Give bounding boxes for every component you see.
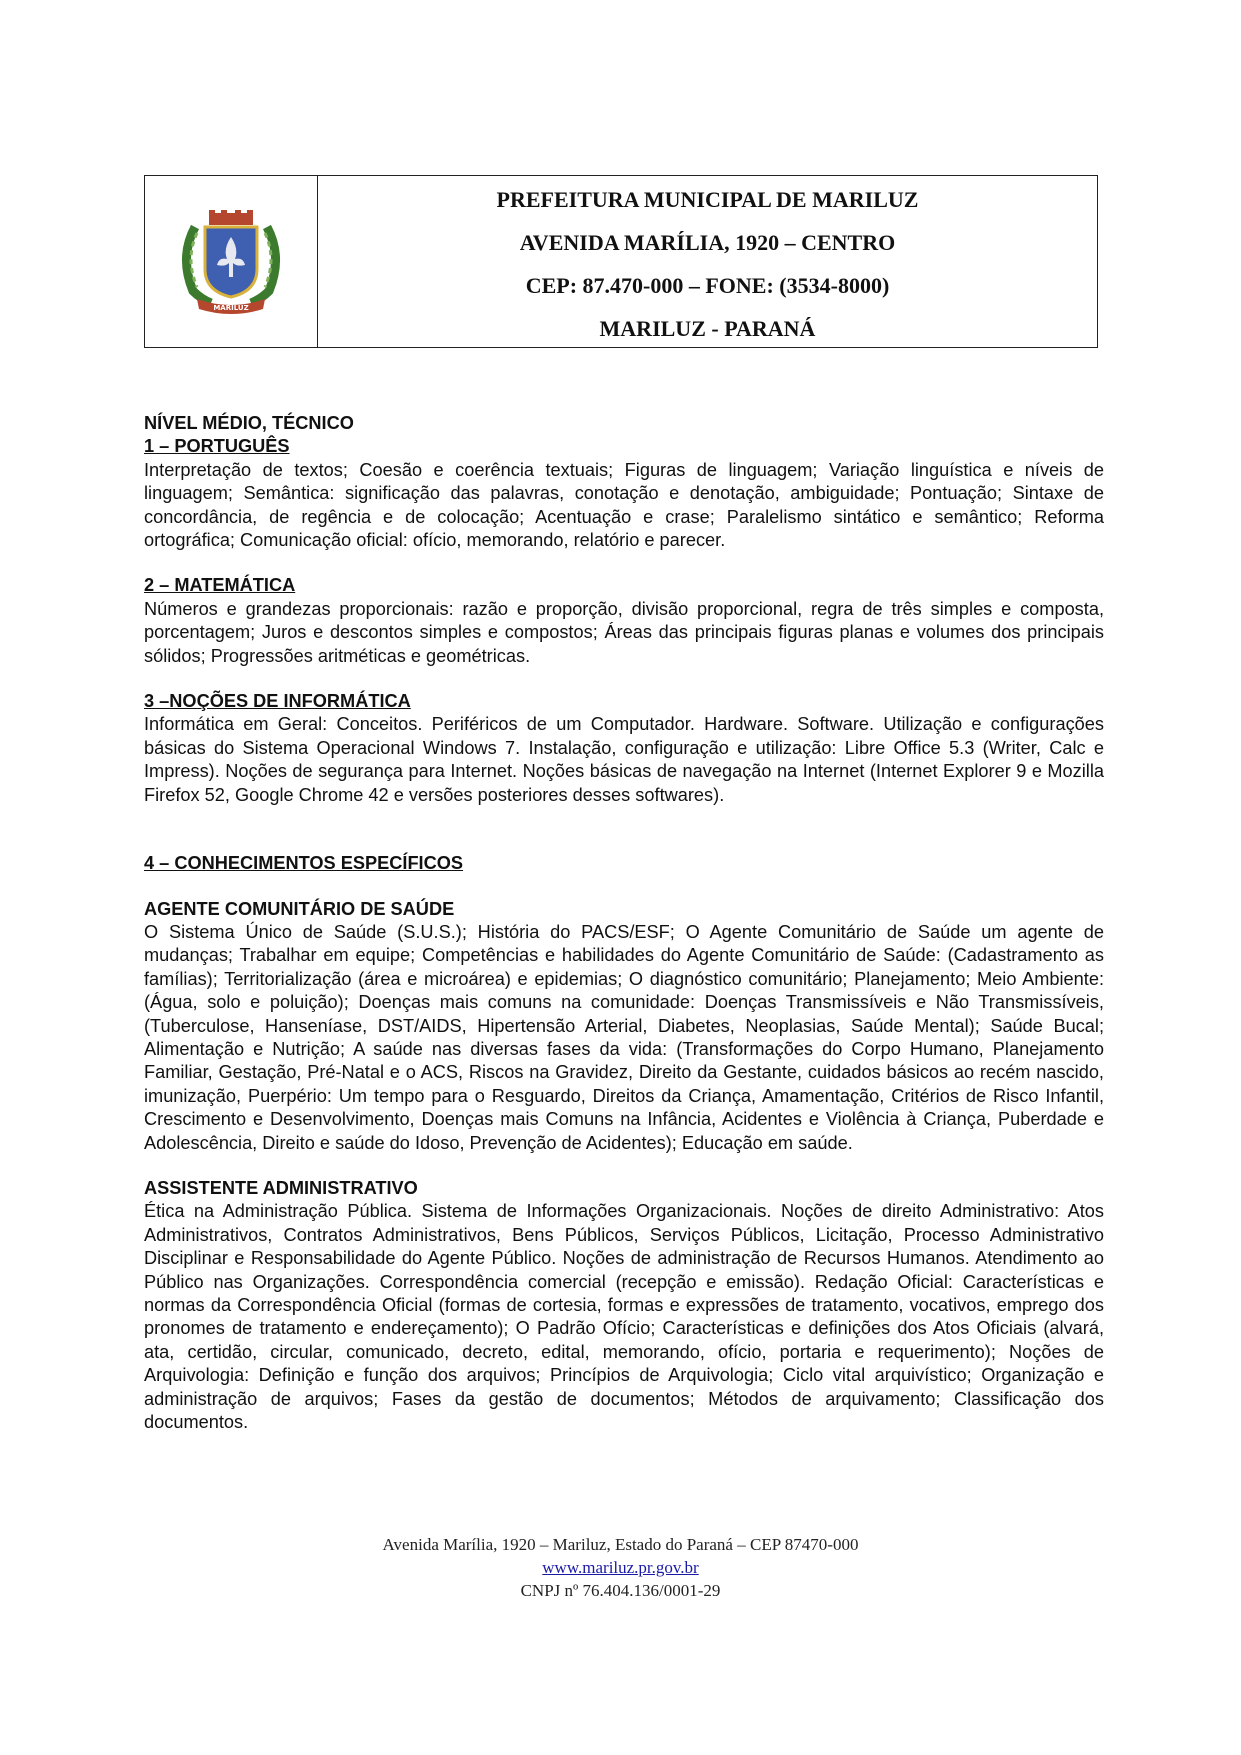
footer-address: Avenida Marília, 1920 – Mariluz, Estado do Paraná – CEP 87470-000 [382,1535,859,1554]
section-informatica [144,690,1104,807]
section-portugues [144,435,1104,552]
section-text: Ética na Administração Pública. Sistema de Informações Organizacionais. Noções de direito Administrativo: Atos Administrativos, Contratos Administrativos, Bens Públicos, Serviços Públicos, Licitação, Processo Administrativo Disciplinar e Responsabilidade do Agente Público. Noções de administração de Recursos Humanos. Atendimento ao Público nas Organizações. Correspondência comercial (recepção e emissão). Redação Oficial: Características e normas da Correspondência Oficial (formas de cortesia, formas e expressões de tratamento, vocativos, emprego dos pronomes de tratamento e endereçamento); O Padrão Ofício; Características e definições dos Atos Oficiais (alvará, ata, certidão, circular, comunicado, decreto, edital, memorando, ofício, portaria e requerimento); Noções de Arquivologia: Definição e função dos arquivos; Princípios de Arquivologia; Ciclo vital arquivístico; Organização e administração de arquivos; Fases da gestão de documentos; Métodos de arquivamento; Classificação dos documentos. [144,1201,1104,1433]
section-text: Informática em Geral: Conceitos. Periféricos de um Computador. Hardware. Software. Utilização e configurações básicas do Sistema Operacional Windows 7. Instalação, configuração e utilização: Libre Office 5.3 (Writer, Calc e Impress). Noções de segurança para Internet. Noções básicas de navegação na Internet (Internet Explorer 9 e Mozilla Firefox 52, Google Chrome 42 e versões posteriores desses softwares). [144,714,1104,805]
section-text: Números e grandezas proporcionais: razão e proporção, divisão proporcional, regra de três simples e composta, porcentagem; Juros e descontos simples e compostos; Áreas das principais figuras planas e volumes dos principais sólidos; Progressões aritméticas e geométricas. [144,598,1104,666]
subsection-title: ASSISTENTE ADMINISTRATIVO [144,1177,418,1198]
letterhead [144,175,1098,348]
footer-website-link[interactable]: www.mariluz.pr.gov.br [542,1558,699,1577]
logo-ribbon-text: MARILUZ [213,303,249,312]
letterhead-title [318,176,1097,347]
subsection-title: AGENTE COMUNITÁRIO DE SAÚDE [144,898,455,919]
section-especificos [144,852,1104,875]
section-title: 2 – MATEMÁTICA [144,575,296,596]
section-matematica [144,574,1104,668]
header-line-2: AVENIDA MARÍLIA, 1920 – CENTRO [519,229,896,255]
section-title: 4 – CONHECIMENTOS ESPECÍFICOS [144,853,464,874]
section-title: 1 – PORTUGUÊS [144,436,290,457]
page-footer [0,1533,1241,1602]
section-text: O Sistema Único de Saúde (S.U.S.); História do PACS/ESF; O Agente Comunitário de Saúde um agente de mudanças; Trabalhar em equipe; Competências e habilidades do Agente Comunitário de Saúde: (Cadastramento as famílias); Territorialização (área e microárea) e epidemias; O diagnóstico comunitário; Planejamento; Meio Ambiente: (Água, solo e poluição); Doenças mais comuns na comunidade: Doenças Transmissíveis e Não Transmissíveis, (Tuberculose, Hanseníase, DST/AIDS, Hipertensão Arterial, Diabetes, Neoplasias, Saúde Mental); Saúde Bucal; Alimentação e Nutrição; A saúde nas diversas fases da vida: (Transformações do Corpo Humano, Planejamento Familiar, Gestação, Pré-Natal e o ACS, Riscos na Gravidez, Direito da Gestante, cuidados básicos ao recém nascido, imunização, Puerpério: Um tempo para o Resguardo, Direitos da Criança, Amamentação, Critérios de Risco Infantil, Crescimento e Desenvolvimento, Doenças mais Comuns na Infância, Acidentes e Violência à Criança, Puberdade e Adolescência, Direito e saúde do Idoso, Prevenção de Acidentes); Educação em saúde. [144,921,1104,1153]
header-line-4: MARILUZ - PARANÁ [599,315,816,341]
section-agente [144,898,1104,1155]
footer-cnpj: CNPJ nº 76.404.136/0001-29 [520,1581,721,1600]
header-line-1: PREFEITURA MUNICIPAL DE MARILUZ [496,186,919,212]
level-heading: NÍVEL MÉDIO, TÉCNICO [144,413,354,433]
logo-cell [145,176,318,347]
section-assistente [144,1177,1104,1434]
section-text: Interpretação de textos; Coesão e coerência textuais; Figuras de linguagem; Variação linguística e níveis de linguagem; Semântica: significação das palavras, conotação e denotação, ambiguidade; Pontuação; Sintaxe de concordância, de regência e de colocação; Acentuação e crase; Paralelismo sintático e semântico; Reforma ortográfica; Comunicação oficial: ofício, memorando, relatório e parecer. [144,459,1104,551]
document-body [144,412,1104,1456]
coat-of-arms-logo [175,207,287,317]
header-line-3: CEP: 87.470-000 – FONE: (3534-8000) [525,272,890,298]
section-title: 3 –NOÇÕES DE INFORMÁTICA [144,691,411,712]
